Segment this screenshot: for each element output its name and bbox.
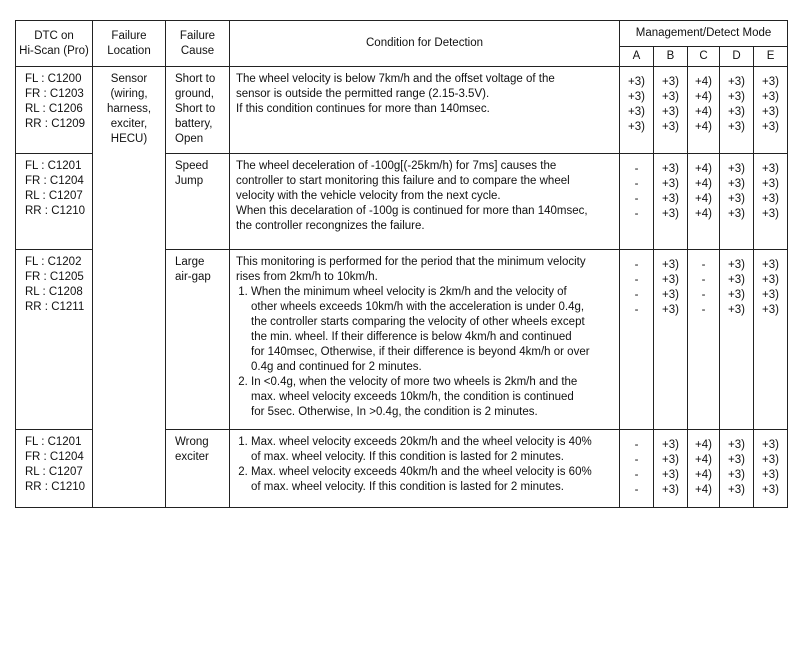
mode-b: +3) +3) +3) +3) [654,430,688,508]
mode-b: +3) +3) +3) +3) [654,154,688,250]
header-mode-b: B [654,47,688,67]
detection-condition: The wheel velocity is below 7km/h and the offset voltage of the sensor is outside the permitted range (2.15-3.5V). If this condition continues for more than 140msec. [230,67,620,154]
failure-cause: Wrong exciter [166,430,230,508]
failure-cause: Large air-gap [166,250,230,430]
list-item: 2. In <0.4g, when the velocity of more two wheels is 2km/h and the max. wheel velocity exceeds 10km/h, the condition is continued for 5sec. Otherwise, In >0.4g, the condition is 2 minutes. [251,375,614,420]
mode-d: +3) +3) +3) +3) [720,250,754,430]
list-item: 2. Max. wheel velocity exceeds 40km/h and the wheel velocity is 60% of max. wheel velocity. If this condition is lasted for 2 minutes. [251,465,614,495]
mode-c: +4) +4) +4) +4) [688,67,720,154]
table-row [16,67,788,154]
header-failure-cause: Failure Cause [166,21,230,67]
mode-d: +3) +3) +3) +3) [720,430,754,508]
mode-c: - - - - [688,250,720,430]
detection-condition [230,430,620,508]
dtc-codes: FL : C1201 FR : C1204 RL : C1207 RR : C1210 [16,154,93,250]
header-failure-location: Failure Location [93,21,166,67]
mode-e: +3) +3) +3) +3) [754,430,788,508]
mode-c: +4) +4) +4) +4) [688,430,720,508]
failure-cause: Short to ground, Short to battery, Open [166,67,230,154]
dtc-codes: FL : C1202 FR : C1205 RL : C1208 RR : C1211 [16,250,93,430]
mode-b: +3) +3) +3) +3) [654,250,688,430]
condition-list [236,435,614,495]
header-mode-d: D [720,47,754,67]
mode-e: +3) +3) +3) +3) [754,154,788,250]
detection-condition: The wheel deceleration of -100g[(-25km/h) for 7ms] causes the controller to start monitoring this failure and to compare the wheel velocity with the vehicle velocity from the next cycle. When this decelaration of -100g is continued for more than 140msec, the controller recongnizes the failure. [230,154,620,250]
condition-list [236,285,614,420]
failure-location: Sensor (wiring, harness, exciter, HECU) [93,67,166,508]
failure-cause: Speed Jump [166,154,230,250]
dtc-codes: FL : C1201 FR : C1204 RL : C1207 RR : C1210 [16,430,93,508]
header-dtc: DTC on Hi-Scan (Pro) [16,21,93,67]
mode-b: +3) +3) +3) +3) [654,67,688,154]
mode-d: +3) +3) +3) +3) [720,67,754,154]
mode-a: +3) +3) +3) +3) [620,67,654,154]
mode-e: +3) +3) +3) +3) [754,67,788,154]
mode-d: +3) +3) +3) +3) [720,154,754,250]
list-item: 1. When the minimum wheel velocity is 2km/h and the velocity of other wheels exceeds 10km/h with the acceleration is under 0.4g, the controller starts comparing the velocity of other wheels except the min. wheel. If their difference is below 4km/h and continued for 140msec, Otherwise, if their difference is beyond 4km/h or over 0.4g and continued for 2 minutes. [251,285,614,375]
detection-condition: This monitoring is performed for the period that the minimum velocity rises from 2km/h to 10km/h. 1. When the minimum wheel velocity is 2km/h and the velocity of other wheels exceeds 10km/h with the acceleration is under 0.4g, the controller starts comparing the velocity of other wheels except the min. wheel. If their difference is below 4km/h and continued for 140msec, Otherwise, if their difference is beyond 4km/h or over 0.4g and continued for 2 minutes. 2. In <0.4g, when the velocity of more two wheels is 2km/h and the max. wheel velocity exceeds 10km/h, the condition is continued for 5sec. Otherwise, In >0.4g, the condition is 2 minutes. [230,250,620,430]
mode-e: +3) +3) +3) +3) [754,250,788,430]
list-item: 1. Max. wheel velocity exceeds 20km/h and the wheel velocity is 40% of max. wheel velocity. If this condition is lasted for 2 minutes. [251,435,614,465]
header-mode-c: C [688,47,720,67]
mode-a: - - - - [620,154,654,250]
header-mode-e: E [754,47,788,67]
dtc-codes: FL : C1200 FR : C1203 RL : C1206 RR : C1209 [16,67,93,154]
header-condition: Condition for Detection [230,21,620,67]
header-mode-a: A [620,47,654,67]
mode-c: +4) +4) +4) +4) [688,154,720,250]
mode-a: - - - - [620,430,654,508]
mode-a: - - - - [620,250,654,430]
header-mode: Management/Detect Mode [620,21,788,47]
dtc-table [15,20,788,508]
